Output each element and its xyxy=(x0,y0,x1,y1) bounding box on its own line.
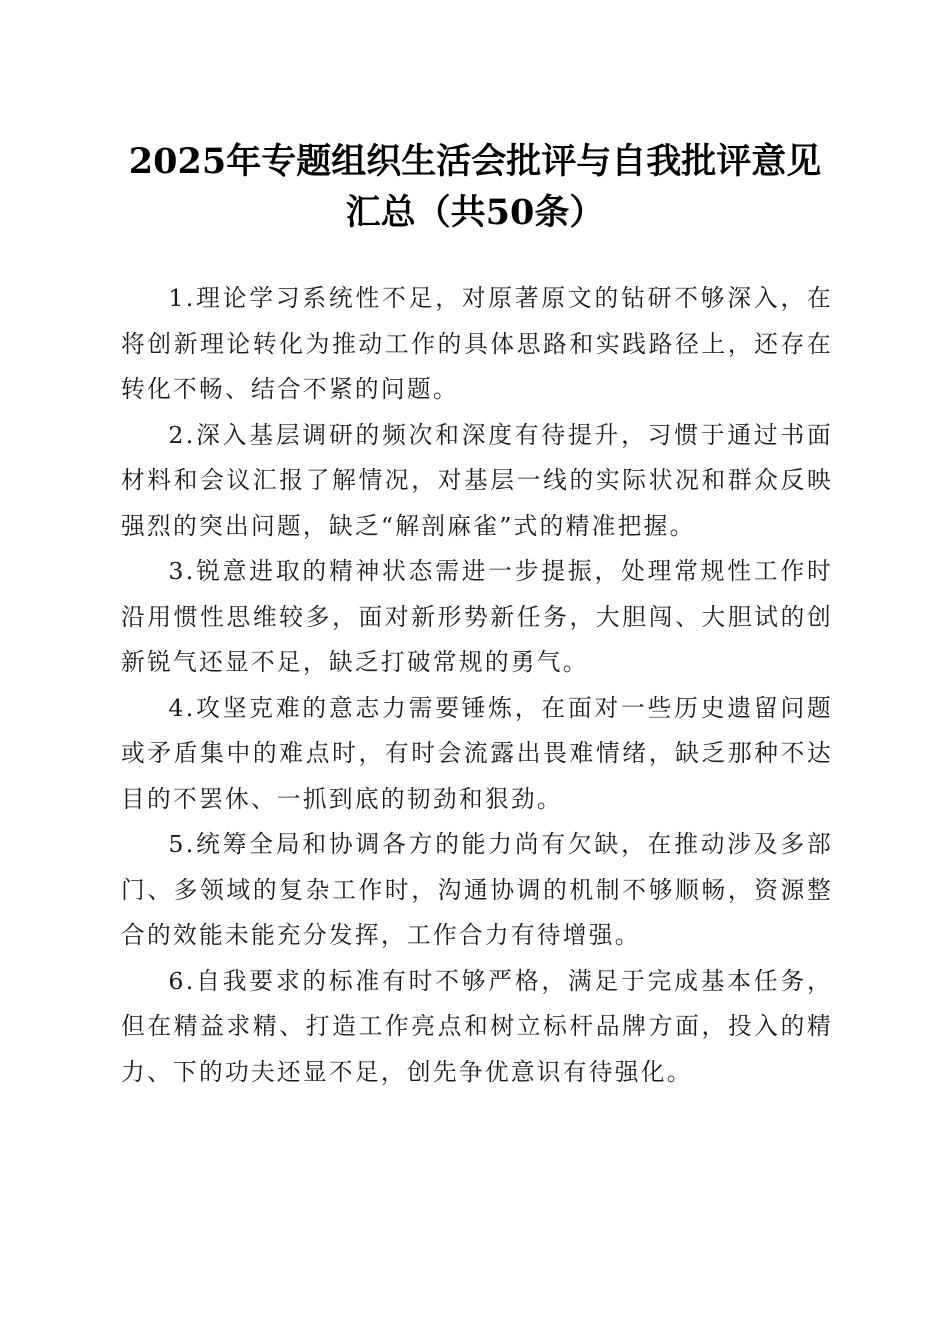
title-line-1: 2025年专题组织生活会批评与自我批评意见 xyxy=(128,141,822,182)
paragraph-2: 2.深入基层调研的频次和深度有待提升，习惯于通过书面材料和会议汇报了解情况，对基层一线的实际状况和群众反映强烈的突出问题，缺乏“解剖麻雀”式的精准把握。 xyxy=(121,420,833,540)
paragraph-6: 6.自我要求的标准有时不够严格，满足于完成基本任务，但在精益求精、打造工作亮点和树立标杆品牌方面，投入的精力、下的功夫还显不足，创先争优意识有待强化。 xyxy=(121,966,833,1086)
document-body xyxy=(121,276,833,1095)
paragraph-5: 5.统筹全局和协调各方的能力尚有欠缺，在推动涉及多部门、多领域的复杂工作时，沟通协调的机制不够顺畅，资源整合的效能未能充分发挥，工作合力有待增强。 xyxy=(121,830,833,949)
paragraph-3: 3.锐意进取的精神状态需进一步提振，处理常规性工作时沿用惯性思维较多，面对新形势新任务，大胆闯、大胆试的创新锐气还显不足，缺乏打破常规的勇气。 xyxy=(121,557,833,676)
paragraph-1: 1.理论学习系统性不足，对原著原文的钻研不够深入，在将创新理论转化为推动工作的具体思路和实践路径上，还存在转化不畅、结合不紧的问题。 xyxy=(121,284,833,403)
paragraph-4: 4.攻坚克难的意志力需要锤炼，在面对一些历史遗留问题或矛盾集中的难点时，有时会流露出畏难情绪，缺乏那种不达目的不罢休、一抓到底的韧劲和狠劲。 xyxy=(121,693,833,813)
title-line-2: 汇总（共50条） xyxy=(345,192,605,233)
document-title xyxy=(110,136,840,238)
